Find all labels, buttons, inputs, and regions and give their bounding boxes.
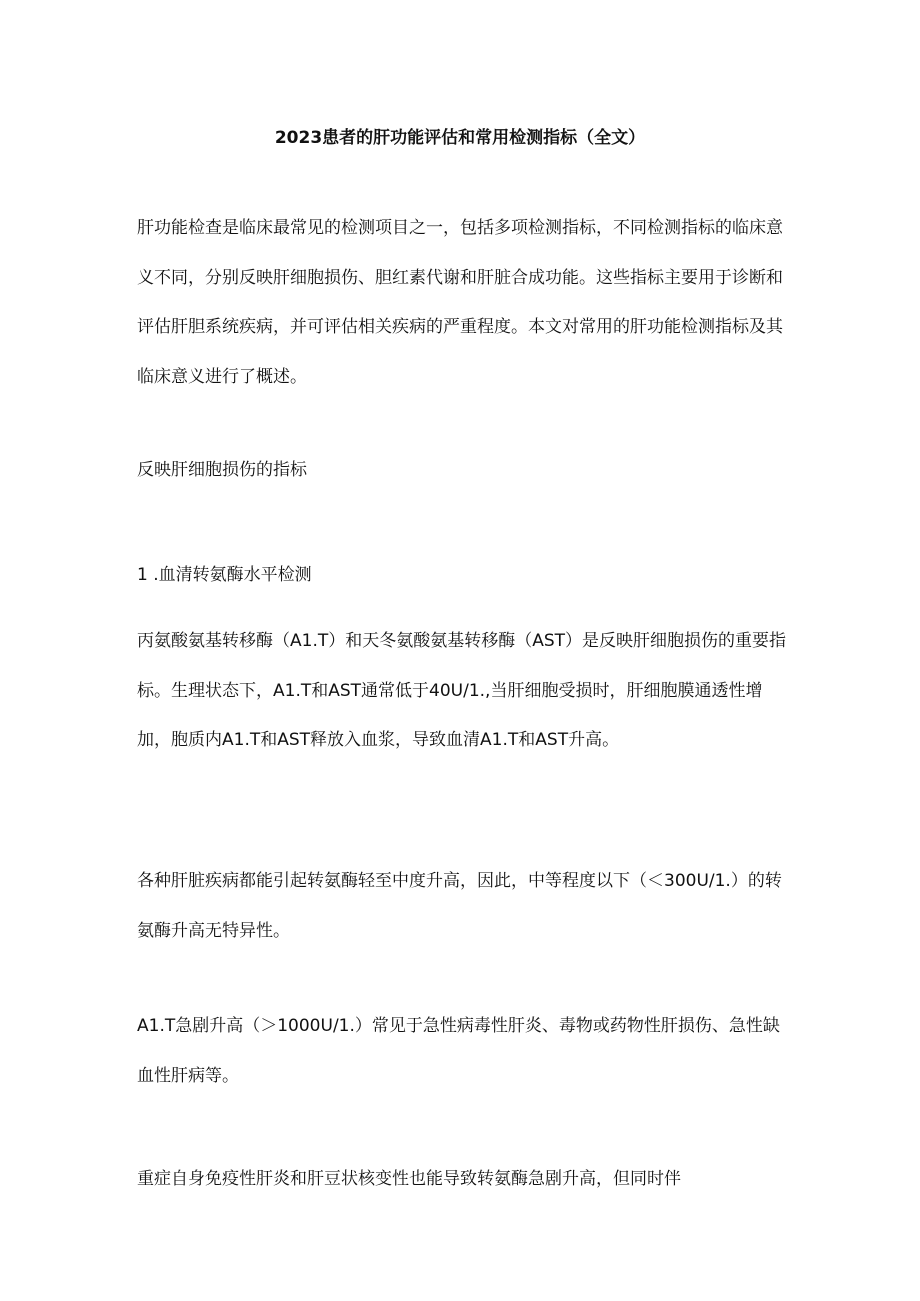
document-title: 2023患者的肝功能评估和常用检测指标（全文） (274, 128, 646, 148)
intro-paragraph: 肝功能检查是临床最常见的检测项目之一，包括多项检测指标，不同检测指标的临床意义不同，分别反映肝细胞损伤、胆红素代谢和肝脏合成功能。这些指标主要用于诊断和评估肝胆系统疾病，并可评估相关疾病的严重程度。本文对常用的肝功能检测指标及其临床意义进行了概述。 (137, 218, 783, 387)
body-paragraph-2: 各种肝脏疾病都能引起转氨酶轻至中度升高，因此，中等程度以下（＜300U/1.）的转氨酶升高无特异性。 (137, 871, 782, 941)
body-paragraph-3: A1.T急剧升高（＞1000U/1.）常见于急性病毒性肝炎、毒物或药物性肝损伤、急性缺血性肝病等。 (137, 1016, 780, 1086)
subsection-heading: 1 .血清转氨酶水平检测 (137, 565, 312, 585)
section-heading: 反映肝细胞损伤的指标 (137, 460, 307, 480)
body-paragraph-1: 丙氨酸氨基转移酶（A1.T）和天冬氨酸氨基转移酶（AST）是反映肝细胞损伤的重要指标。生理状态下，A1.T和AST通常低于40U/1.,当肝细胞受损时，肝细胞膜通透性增加，胞质内A1.T和AST释放入血浆，导致血清A1.T和AST升高。 (137, 631, 787, 750)
body-paragraph-4: 重症自身免疫性肝炎和肝豆状核变性也能导致转氨酶急剧升高，但同时伴 (137, 1169, 681, 1189)
